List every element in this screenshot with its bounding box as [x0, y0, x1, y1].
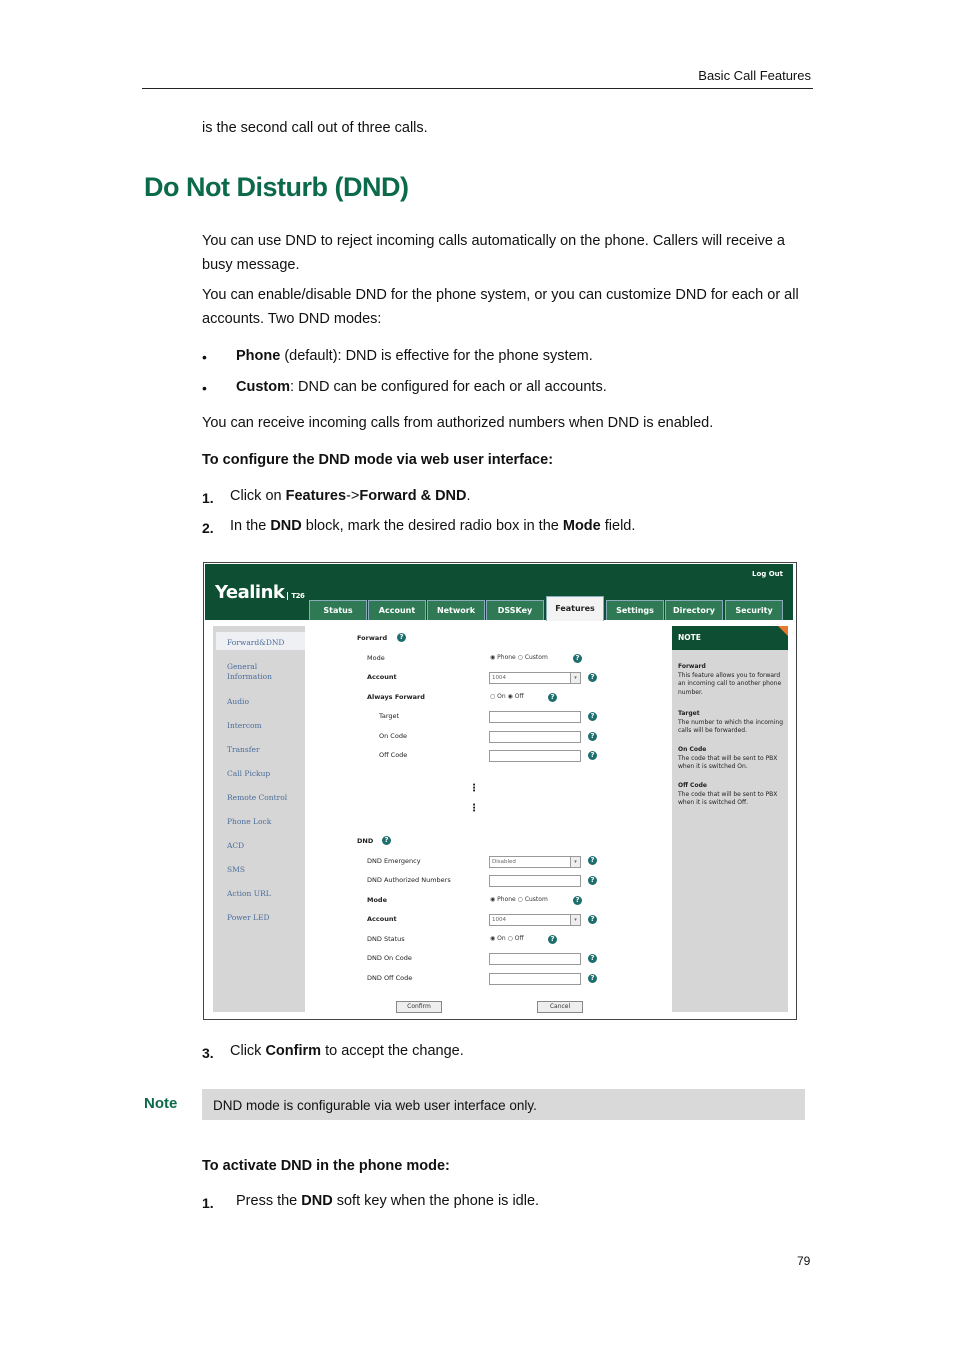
step-term: DND [270, 518, 302, 534]
help-icon[interactable]: ? [397, 633, 406, 642]
note-term: Off Code [678, 782, 707, 789]
nav-remote-control[interactable]: Remote Control [227, 793, 288, 802]
radio-label: On [497, 935, 506, 942]
note-desc: The code that will be sent to PBX when it is switched On. [678, 754, 778, 770]
bullet-term: Phone [236, 348, 281, 364]
radio-label: On [497, 693, 506, 700]
dnd-on-code-input[interactable] [489, 953, 581, 965]
note-term: On Code [678, 746, 707, 753]
note-desc: The number to which the incoming calls will be forwarded. [678, 718, 784, 734]
bullet-custom [236, 379, 607, 395]
radio-label: Off [514, 935, 524, 942]
off-code-label: Off Code [379, 751, 408, 759]
section-title: Do Not Disturb (DND) [144, 172, 409, 202]
off-code-input[interactable] [489, 750, 581, 762]
tab-directory[interactable]: Directory [665, 600, 723, 620]
step-text: In the [230, 518, 271, 534]
note-panel [672, 626, 788, 1012]
help-icon[interactable]: ? [588, 732, 597, 741]
step-text: field. [600, 518, 636, 534]
ellipsis-dots: ⋮ [469, 783, 479, 794]
dnd-authorized-input[interactable] [489, 875, 581, 887]
nav-phone-lock[interactable]: Phone Lock [227, 817, 272, 826]
nav-general-information[interactable]: General Information [227, 662, 273, 681]
help-icon[interactable]: ? [588, 876, 597, 885]
paragraph-3: You can receive incoming calls from authorized numbers when DND is enabled. [202, 415, 714, 431]
radio-label: Custom [524, 896, 548, 903]
dnd-off-code-input[interactable] [489, 973, 581, 985]
forward-account-select[interactable] [489, 672, 581, 684]
help-icon[interactable]: ? [588, 712, 597, 721]
step-number: 2. [202, 520, 214, 536]
tab-status[interactable]: Status [309, 600, 367, 620]
nav-action-url[interactable]: Action URL [227, 889, 271, 898]
radio-label: Phone [497, 896, 516, 903]
step-number: 1. [202, 490, 214, 506]
chevron-down-icon: ▾ [570, 857, 580, 867]
step-text: . [466, 488, 471, 504]
help-icon[interactable]: ? [588, 974, 597, 983]
select-value: 1004 [492, 917, 506, 923]
step-number: 1. [202, 1195, 214, 1211]
note-term: Target [678, 710, 700, 717]
web-procedure-heading: To configure the DND mode via web user interface: [202, 452, 554, 468]
step-term: Mode [562, 518, 601, 534]
dnd-emergency-select[interactable] [489, 856, 581, 868]
help-icon[interactable]: ? [573, 654, 582, 663]
help-icon[interactable]: ? [573, 896, 582, 905]
help-icon[interactable]: ? [548, 935, 557, 944]
nav-power-led[interactable]: Power LED [227, 913, 270, 922]
tab-network[interactable]: Network [427, 600, 485, 620]
note-item-on-code [678, 746, 786, 772]
note-panel-title: NOTE [672, 626, 788, 650]
phone-procedure-heading: To activate DND in the phone mode: [202, 1158, 450, 1174]
always-forward-radios[interactable]: ○ On ◉ Off [490, 693, 524, 700]
dnd-emergency-label: DND Emergency [367, 857, 421, 865]
on-code-label: On Code [379, 732, 407, 740]
forward-account-label: Account [367, 673, 397, 681]
confirm-button[interactable]: Confirm [396, 1001, 442, 1013]
dnd-account-label: Account [367, 915, 397, 923]
dnd-mode-label: Mode [367, 896, 387, 904]
step-2 [230, 518, 635, 534]
tab-settings[interactable]: Settings [606, 600, 664, 620]
note-item-target [678, 710, 786, 736]
bullet-dot: • [202, 380, 207, 396]
nav-audio[interactable]: Audio [227, 697, 249, 706]
intro-line: is the second call out of three calls. [202, 120, 428, 136]
tab-account[interactable]: Account [368, 600, 426, 620]
forward-title: Forward [357, 634, 388, 642]
tab-features[interactable]: Features [546, 596, 604, 621]
left-nav [213, 626, 305, 1012]
dnd-account-select[interactable] [489, 914, 581, 926]
dnd-status-label: DND Status [367, 935, 405, 943]
forward-mode-radios[interactable]: ◉ Phone ○ Custom [490, 654, 548, 661]
corner-flag-icon [778, 626, 788, 636]
nav-intercom[interactable]: Intercom [227, 721, 262, 730]
step-text: soft key when the phone is idle. [332, 1193, 540, 1209]
running-header: Basic Call Features [698, 68, 811, 83]
help-icon[interactable]: ? [548, 693, 557, 702]
chevron-down-icon: ▾ [570, 915, 580, 925]
web-ui-screenshot [203, 562, 797, 1020]
step-text: block, mark the desired radio box in the [301, 518, 563, 534]
bullet-phone [236, 348, 593, 364]
bullet-desc: : DND can be configured for each or all accounts. [289, 379, 607, 395]
bullet-desc: (default): DND is effective for the phone system. [280, 348, 593, 364]
note-text: DND mode is configurable via web user interface only. [213, 1098, 537, 1113]
tab-security[interactable]: Security [725, 600, 783, 620]
select-value: 1004 [492, 675, 506, 681]
help-icon[interactable]: ? [588, 954, 597, 963]
paragraph-1: You can use DND to reject incoming calls automatically on the phone. Callers will receive a busy message. [202, 233, 785, 273]
dnd-title: DND [357, 837, 374, 845]
radio-label: Custom [524, 654, 548, 661]
top-bar [205, 564, 793, 620]
paragraph-2: You can enable/disable DND for the phone system, or you can customize DND for each or all accounts. Two DND modes: [202, 287, 799, 327]
yealink-logo [215, 582, 304, 603]
step-term: Forward & DND [359, 488, 467, 504]
help-icon[interactable]: ? [588, 751, 597, 760]
step-number: 3. [202, 1045, 214, 1061]
dnd-mode-radios[interactable]: ◉ Phone ○ Custom [490, 896, 548, 903]
step-1 [230, 488, 471, 504]
note-item-off-code [678, 782, 786, 808]
help-icon[interactable]: ? [588, 673, 597, 682]
nav-transfer[interactable]: Transfer [227, 745, 260, 754]
help-icon[interactable]: ? [588, 856, 597, 865]
note-term: Forward [678, 663, 706, 670]
note-desc: This feature allows you to forward an incoming call to another phone number. [678, 671, 782, 696]
nav-forward-dnd[interactable]: Forward&DND [227, 638, 285, 647]
step-term: Features [285, 488, 347, 504]
select-value: Disabled [492, 859, 516, 865]
bullet-term: Custom [236, 379, 290, 395]
step-term: DND [301, 1193, 333, 1209]
nav-acd[interactable]: ACD [227, 841, 245, 850]
logout-link[interactable]: Log Out [752, 570, 783, 578]
dnd-off-code-label: DND Off Code [367, 974, 413, 982]
radio-label: Phone [497, 654, 516, 661]
step-text: -> [346, 488, 360, 504]
note-label: Note [144, 1095, 178, 1112]
radio-label: Off [514, 693, 524, 700]
model-text: T26 [287, 592, 304, 600]
cancel-button[interactable]: Cancel [537, 1001, 583, 1013]
logo-text: Yealink [215, 582, 285, 603]
step-term: Confirm [265, 1043, 322, 1059]
note-desc: The code that will be sent to PBX when it is switched Off. [678, 790, 778, 806]
tab-dsskey[interactable]: DSSKey [486, 600, 544, 620]
target-label: Target [379, 712, 400, 720]
dnd-status-radios[interactable]: ◉ On ○ Off [490, 935, 524, 942]
always-forward-label: Always Forward [367, 693, 425, 701]
step-text: Press the [236, 1193, 302, 1209]
phone-step-1 [236, 1193, 539, 1209]
step-text: Click [230, 1043, 266, 1059]
forward-mode-label: Mode [367, 654, 385, 662]
help-icon[interactable]: ? [382, 836, 391, 845]
page-number: 79 [797, 1254, 811, 1268]
nav-call-pickup[interactable]: Call Pickup [227, 769, 271, 778]
step-3 [230, 1043, 464, 1059]
target-input[interactable] [489, 711, 581, 723]
bullet-dot: • [202, 349, 207, 365]
on-code-input[interactable] [489, 731, 581, 743]
note-item-forward [678, 663, 786, 697]
header-rule [142, 88, 813, 89]
help-icon[interactable]: ? [588, 915, 597, 924]
dnd-authorized-label: DND Authorized Numbers [367, 876, 451, 884]
chevron-down-icon: ▾ [570, 673, 580, 683]
dnd-on-code-label: DND On Code [367, 954, 412, 962]
ellipsis-dots: ⋮ [469, 803, 479, 814]
nav-sms[interactable]: SMS [227, 865, 245, 874]
step-text: to accept the change. [321, 1043, 464, 1059]
step-text: Click on [230, 488, 286, 504]
